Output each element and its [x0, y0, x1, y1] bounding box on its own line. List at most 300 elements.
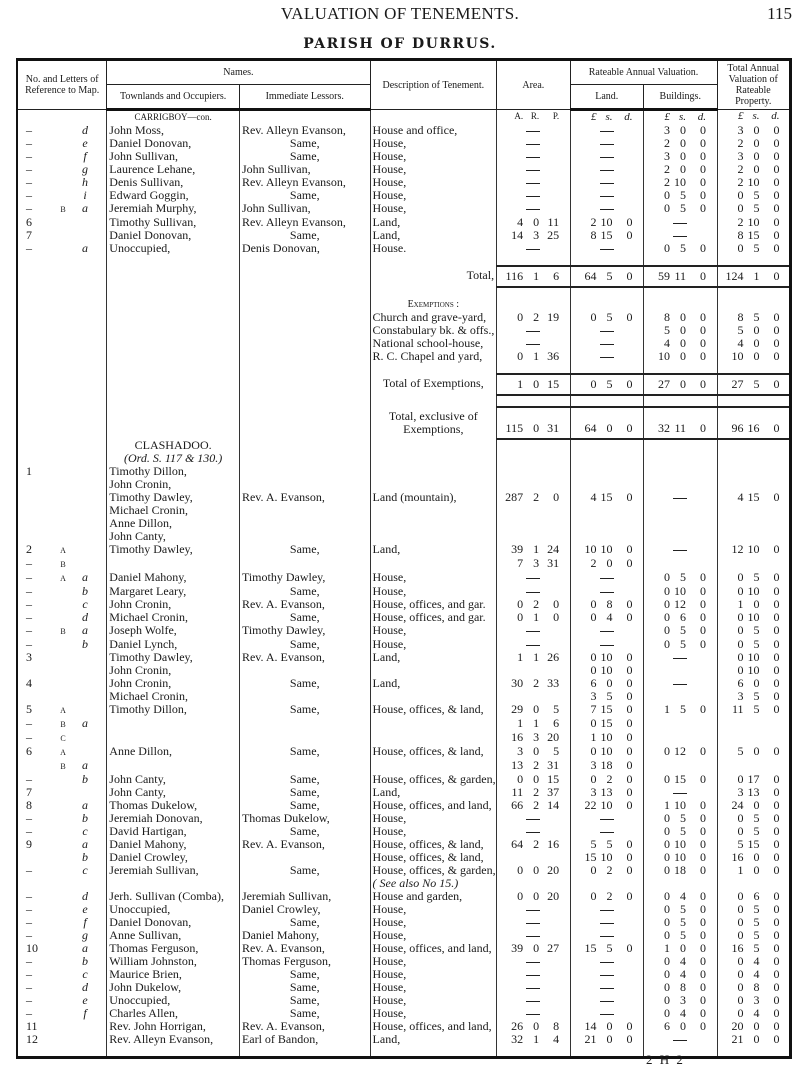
occupier-name: Joseph Wolfe,: [109, 624, 177, 637]
map-reference: [17, 651, 107, 664]
value-part: 0: [626, 690, 633, 703]
value-part: 0: [700, 838, 707, 851]
dash-mark: [526, 988, 540, 989]
table-row: [17, 202, 791, 216]
lessor-cell: [239, 543, 370, 557]
lessor-name: Rev. A. Evanson,: [241, 598, 325, 611]
table-row: [17, 890, 791, 903]
ref-letter: h: [82, 176, 88, 189]
value-part: 10: [747, 664, 760, 677]
total-value-cell: [717, 968, 791, 981]
total-land: [570, 266, 643, 287]
land-value-cell: [570, 504, 643, 517]
occupier-name: Timothy Dawley,: [109, 491, 193, 504]
value-part: 5: [680, 638, 687, 651]
exemption-area: [497, 350, 570, 363]
empty-cell: [17, 350, 107, 363]
land-value-cell: [570, 216, 643, 229]
description-text: Land,: [372, 677, 401, 690]
exemption-text: Church and grave-yard,: [372, 311, 487, 324]
value-part: 0: [533, 773, 540, 786]
value-part: 3: [590, 690, 597, 703]
value-part: 32: [658, 421, 671, 435]
value-part: 5: [737, 324, 744, 337]
value-part: 39: [511, 543, 524, 556]
value-part: 0: [664, 955, 671, 968]
value-part: 3: [664, 150, 671, 163]
value-part: 0: [773, 773, 780, 786]
value-part: 64: [584, 269, 597, 283]
total-value-cell: [717, 163, 791, 176]
description-cell: [370, 543, 497, 557]
description-text: House and office,: [372, 124, 458, 137]
value-part: 10: [600, 745, 613, 758]
ref-letter: d: [82, 981, 88, 994]
value-part: 0: [517, 611, 524, 624]
value-part: 0: [626, 773, 633, 786]
value-part: 1: [533, 717, 540, 730]
value-part: 5: [753, 903, 760, 916]
value-part: 1: [664, 799, 671, 812]
value-part: 0: [737, 825, 744, 838]
empty-cell: [107, 350, 240, 363]
money-unit: d.: [624, 111, 633, 123]
value-part: 15: [600, 229, 613, 242]
table-row: [17, 624, 791, 638]
value-part: 0: [700, 337, 707, 350]
value-part: 0: [533, 745, 540, 758]
value-part: 0: [664, 968, 671, 981]
exemption-land: [570, 337, 643, 350]
total-value-cell: [717, 690, 791, 703]
value-part: 0: [773, 664, 780, 677]
occupier-cell: [107, 903, 240, 916]
area-cell: [497, 598, 570, 611]
occupier-name: Anne Dillon,: [109, 517, 172, 530]
dash-mark: [600, 592, 614, 593]
map-reference: [17, 890, 107, 903]
buildings-value-cell: [644, 242, 717, 255]
description-text: House,: [372, 1007, 407, 1020]
occupier-name: Daniel Lynch,: [109, 638, 178, 651]
lessor-name: Rev. A. Evanson,: [241, 838, 325, 851]
value-part: 5: [680, 929, 687, 942]
buildings-value-cell: [644, 929, 717, 942]
empty-cell: [239, 395, 370, 407]
money-unit: £: [738, 110, 744, 122]
ref-number: 6: [26, 745, 32, 758]
total-value-cell: [717, 1033, 791, 1046]
empty-cell: [107, 337, 240, 350]
land-value-cell: [570, 124, 643, 137]
lessor-cell: [239, 903, 370, 916]
tx-area: [497, 407, 570, 439]
value-part: 0: [680, 350, 687, 363]
value-part: 3: [533, 229, 540, 242]
value-part: 0: [773, 124, 780, 137]
occupier-name: Unoccupied,: [109, 994, 171, 1007]
value-part: 0: [773, 1007, 780, 1020]
table-row: [17, 1033, 791, 1046]
dash-mark: [600, 578, 614, 579]
land-value-cell: [570, 717, 643, 731]
value-part: 20: [547, 864, 560, 877]
ref-number: –: [26, 150, 32, 163]
area-unit: P.: [552, 111, 560, 121]
description-cell: [370, 929, 497, 942]
value-part: 0: [737, 611, 744, 624]
area-cell: [497, 994, 570, 1007]
ref-letter: e: [82, 903, 88, 916]
value-part: 0: [773, 703, 780, 716]
occupier-name: Timothy Dawley,: [109, 651, 193, 664]
buildings-value-cell: [644, 955, 717, 968]
map-reference: [17, 877, 107, 890]
ref-number: 1: [26, 465, 32, 478]
area-cell: [497, 1020, 570, 1033]
description-cell: [370, 571, 497, 585]
value-part: 10: [674, 838, 687, 851]
lessor-name: Same,: [289, 968, 320, 981]
value-part: 4: [680, 955, 687, 968]
total-value-cell: [717, 624, 791, 638]
value-part: 0: [773, 624, 780, 637]
money-unit: £: [591, 111, 597, 123]
value-part: 0: [553, 611, 560, 624]
description-cell: [370, 465, 497, 478]
occupier-cell: [107, 504, 240, 517]
value-part: 22: [584, 799, 597, 812]
map-reference: [17, 690, 107, 703]
value-part: 20: [547, 890, 560, 903]
value-part: 0: [737, 916, 744, 929]
header-rateable: Rateable Annual Valuation.: [570, 60, 717, 85]
land-value-cell: [570, 137, 643, 150]
value-part: 5: [753, 624, 760, 637]
land-value-cell: [570, 994, 643, 1007]
value-part: 5: [606, 269, 613, 283]
value-part: 0: [626, 377, 633, 391]
area-cell: [497, 216, 570, 229]
lessor-cell: [239, 137, 370, 150]
value-part: 0: [773, 838, 780, 851]
buildings-value-cell: [644, 571, 717, 585]
lessor-name: Same,: [289, 189, 320, 202]
lessor-name: Thomas Dukelow,: [241, 812, 330, 825]
value-part: 0: [626, 491, 633, 504]
value-part: 10: [658, 350, 671, 363]
lessor-cell: [239, 838, 370, 851]
ref-number: –: [26, 557, 32, 570]
value-part: 13: [747, 786, 760, 799]
description-text: House,: [372, 903, 407, 916]
occupier-name: Jeremiah Sullivan,: [109, 864, 199, 877]
value-part: 10: [600, 543, 613, 556]
lessor-cell: [239, 916, 370, 929]
value-part: 0: [700, 137, 707, 150]
value-part: 0: [773, 311, 780, 324]
spacer-row: [17, 395, 791, 407]
value-part: 4: [680, 890, 687, 903]
value-part: 11: [674, 421, 687, 435]
empty-cell: [370, 363, 497, 374]
lessor-name: Same,: [289, 543, 320, 556]
value-part: 5: [753, 242, 760, 255]
map-reference: [17, 955, 107, 968]
table-row: [17, 543, 791, 557]
value-part: 0: [773, 651, 780, 664]
value-part: 115: [505, 421, 524, 435]
page-number: 115: [767, 4, 792, 23]
value-part: 3: [533, 731, 540, 744]
value-part: 2: [606, 864, 613, 877]
value-part: 10: [747, 651, 760, 664]
ref-number: –: [26, 176, 32, 189]
description-cell: [370, 478, 497, 491]
map-reference: [17, 150, 107, 163]
ref-letter: a: [82, 571, 88, 584]
land-value-cell: [570, 864, 643, 877]
map-reference: [17, 664, 107, 677]
table-row: [17, 465, 791, 478]
value-part: 0: [773, 598, 780, 611]
description-cell: [370, 189, 497, 202]
value-part: 0: [606, 1020, 613, 1033]
area-cell: [497, 530, 570, 543]
empty-cell: [239, 337, 370, 350]
lessor-cell: [239, 557, 370, 571]
ref-letter: g: [82, 929, 88, 942]
value-part: 0: [773, 571, 780, 584]
ref-capital: A: [60, 706, 66, 715]
area-cell: [497, 690, 570, 703]
value-part: 15: [584, 851, 597, 864]
value-part: 0: [700, 242, 707, 255]
value-part: 64: [584, 421, 597, 435]
value-part: 5: [737, 745, 744, 758]
description-cell: [370, 955, 497, 968]
lessor-cell: [239, 890, 370, 903]
land-value-cell: [570, 955, 643, 968]
dash-mark: [526, 249, 540, 250]
money-unit: d.: [697, 111, 707, 123]
description-cell: [370, 1020, 497, 1033]
ref-number: –: [26, 242, 32, 255]
land-value-cell: [570, 942, 643, 955]
description-cell: [370, 864, 497, 877]
map-reference: [17, 968, 107, 981]
area-cell: [497, 189, 570, 202]
map-reference: [17, 1033, 107, 1046]
total-value-cell: [717, 812, 791, 825]
table-row: [17, 799, 791, 812]
description-cell: [370, 242, 497, 255]
ref-letter: f: [83, 916, 87, 929]
ref-number: –: [26, 137, 32, 150]
land-value-cell: [570, 202, 643, 216]
map-reference: [17, 812, 107, 825]
dash-mark: [526, 170, 540, 171]
occupier-cell: [107, 150, 240, 163]
occupier-cell: [107, 638, 240, 651]
lessor-name: Same,: [289, 1007, 320, 1020]
empty-cell: [644, 363, 717, 374]
header-townlands: Townlands and Occupiers.: [107, 85, 240, 110]
value-part: 5: [680, 916, 687, 929]
occupier-name: Anne Sullivan,: [109, 929, 182, 942]
land-value-cell: [570, 491, 643, 504]
value-part: 0: [773, 745, 780, 758]
total-value-cell: [717, 955, 791, 968]
value-part: 0: [517, 864, 524, 877]
value-part: 1: [753, 269, 760, 283]
value-part: 0: [737, 929, 744, 942]
parish-title: PARISH OF DURRUS.: [303, 36, 497, 52]
value-part: 0: [664, 916, 671, 929]
value-part: 0: [664, 598, 671, 611]
townland-cell: [107, 110, 240, 125]
description-cell: [370, 1007, 497, 1020]
map-reference: [17, 677, 107, 690]
occupier-name: John Dukelow,: [109, 981, 182, 994]
dash-mark: [526, 832, 540, 833]
ref-letter: a: [82, 759, 88, 772]
area-cell: [497, 731, 570, 745]
occupier-cell: [107, 916, 240, 929]
te-buildings: [644, 374, 717, 395]
area-cell: [497, 851, 570, 864]
value-part: 0: [700, 150, 707, 163]
buildings-value-cell: [644, 825, 717, 838]
map-reference: [17, 478, 107, 491]
value-part: 0: [700, 955, 707, 968]
value-part: 0: [753, 324, 760, 337]
occupier-cell: [107, 465, 240, 478]
value-part: 16: [747, 421, 760, 435]
ref-letter: a: [82, 838, 88, 851]
table-row: [17, 786, 791, 799]
value-part: 8: [753, 981, 760, 994]
exemption-row: [17, 311, 791, 324]
ref-letter: f: [83, 150, 87, 163]
value-part: 0: [590, 377, 597, 391]
area-cell: [497, 124, 570, 137]
description-cell: [370, 664, 497, 677]
value-part: 1: [533, 543, 540, 556]
table-row: [17, 864, 791, 877]
occupier-cell: [107, 994, 240, 1007]
value-part: 124: [725, 269, 744, 283]
ref-letter: b: [82, 955, 88, 968]
exemption-land: [570, 350, 643, 363]
exemption-text: Constabulary bk. & offs.,: [372, 324, 495, 337]
description-cell: [370, 504, 497, 517]
occupier-name: Timothy Dawley,: [109, 543, 193, 556]
dash-mark: [600, 819, 614, 820]
value-part: 0: [773, 202, 780, 215]
table-row: [17, 825, 791, 838]
occupier-cell: [107, 664, 240, 677]
spacer-row: [17, 255, 791, 266]
description-cell: [370, 124, 497, 137]
map-reference: [17, 557, 107, 571]
ref-number: –: [26, 189, 32, 202]
value-part: 0: [700, 968, 707, 981]
value-part: 0: [753, 799, 760, 812]
value-part: 31: [547, 421, 560, 435]
description-text: House,: [372, 916, 407, 929]
money-unit: £: [664, 111, 671, 123]
buildings-value-cell: [644, 517, 717, 530]
area-cell: [497, 571, 570, 585]
dash-mark: [526, 183, 540, 184]
value-part: 0: [700, 311, 707, 324]
value-part: 2: [533, 786, 540, 799]
ref-number: 6: [26, 216, 32, 229]
area-cell: [497, 717, 570, 731]
table-row: [17, 773, 791, 786]
value-part: 10: [747, 176, 760, 189]
lessor-cell: [239, 812, 370, 825]
value-part: 11: [511, 786, 524, 799]
ref-number: –: [26, 1007, 32, 1020]
description-cell: [370, 838, 497, 851]
dash-mark: [673, 658, 687, 659]
ref-number: –: [26, 994, 32, 1007]
lessor-name: Rev. A. Evanson,: [241, 491, 325, 504]
land-value-cell: [570, 242, 643, 255]
value-part: 66: [511, 799, 524, 812]
occupier-name: Daniel Donovan,: [109, 916, 192, 929]
ref-number: –: [26, 916, 32, 929]
buildings-value-cell: [644, 530, 717, 543]
value-part: 0: [700, 942, 707, 955]
value-part: 0: [517, 773, 524, 786]
area-cell: [497, 163, 570, 176]
occupier-name: Maurice Brien,: [109, 968, 182, 981]
description-cell: [370, 638, 497, 651]
description-text: House, offices, & land,: [372, 838, 484, 851]
header-lessors: Immediate Lessors.: [239, 85, 370, 110]
occupier-name: Edward Goggin,: [109, 189, 189, 202]
value-part: 4: [737, 337, 744, 350]
ref-letter: c: [82, 598, 88, 611]
money-unit: s.: [678, 111, 687, 123]
land-value-cell: [570, 677, 643, 690]
empty-cell: [570, 110, 643, 125]
occupier-name: Thomas Ferguson,: [109, 942, 199, 955]
buildings-value-cell: [644, 189, 717, 202]
occupier-cell: [107, 864, 240, 877]
table-row: [17, 585, 791, 598]
map-reference: [17, 759, 107, 773]
value-part: 0: [773, 189, 780, 202]
value-part: 0: [773, 1020, 780, 1033]
occupier-name: John Cronin,: [109, 664, 172, 677]
occupier-name: Daniel Crowley,: [109, 851, 188, 864]
occupier-name: Unoccupied,: [109, 903, 171, 916]
description-text: House,: [372, 929, 407, 942]
value-part: 0: [773, 242, 780, 255]
value-part: 4: [753, 968, 760, 981]
value-part: 0: [700, 624, 707, 637]
value-part: 0: [590, 717, 597, 730]
table-row: [17, 955, 791, 968]
occupier-cell: [107, 189, 240, 202]
buildings-value-cell: [644, 968, 717, 981]
value-part: 10: [600, 651, 613, 664]
dash-mark: [526, 1001, 540, 1002]
